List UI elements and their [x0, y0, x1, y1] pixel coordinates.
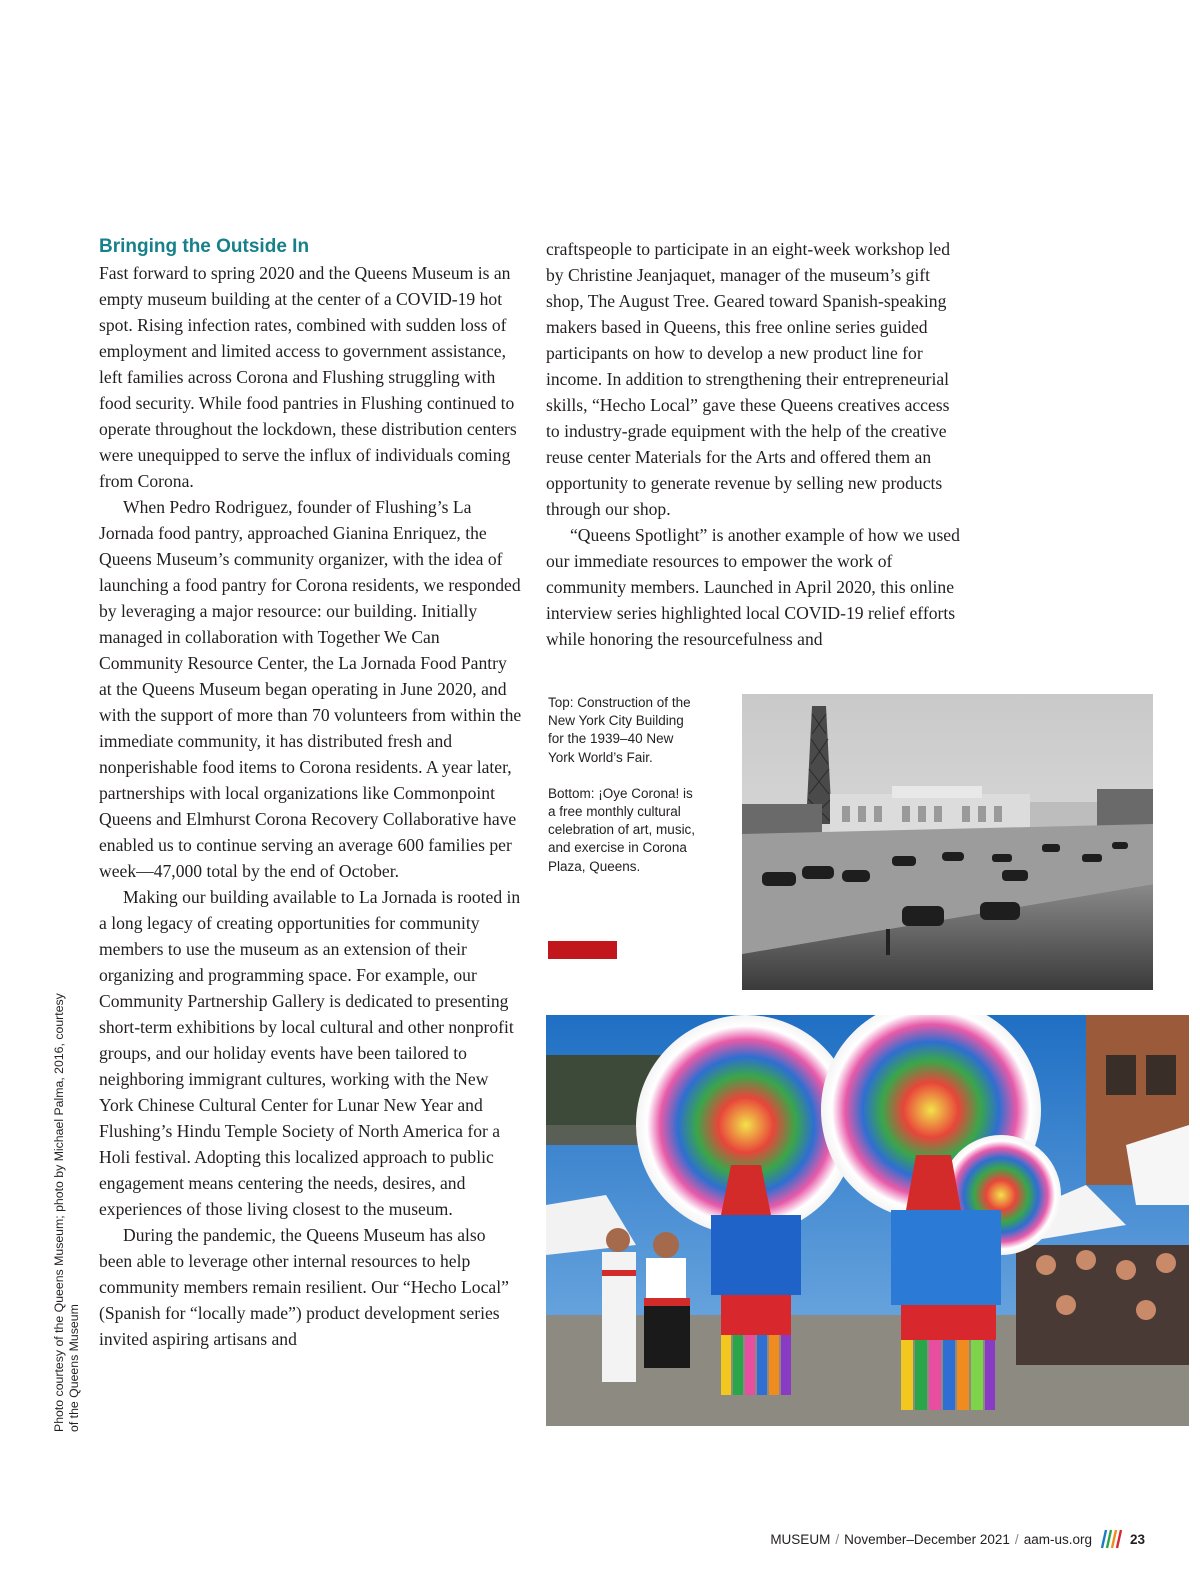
- paragraph-5: craftspeople to participate in an eight-week workshop led by Christine Jeanjaquet, manager of the museum’s gift shop, The August Tree. Geared toward Spanish-speaking makers based in Queens, this free online series guided participants on how to develop a new product line for income. In addition to strengthening their entrepreneurial skills, “Hecho Local” gave these Queens creatives access to industry-grade equipment with the help of the creative reuse center Materials for the Arts and offered them an opportunity to generate revenue by selling new products through our shop.: [546, 239, 951, 519]
- photo-caption: [548, 694, 696, 894]
- page-footer: [700, 1528, 1145, 1550]
- footer-site: aam-us.org: [1023, 1531, 1092, 1547]
- aam-logo-icon: [1098, 1528, 1122, 1550]
- footer-separator: /: [835, 1531, 840, 1547]
- photo-credit: Photo courtesy of the Queens Museum; photo by Michael Palma, 2016, courtesy of the Queens Museum: [52, 993, 81, 1432]
- page-number: 23: [1129, 1531, 1145, 1547]
- section-heading: Bringing the Outside In: [99, 236, 310, 257]
- paragraph-6: “Queens Spotlight” is another example of how we used our immediate resources to empower the work of community members. Launched in April 2020, this online interview series highlighted local COVID-19 relief efforts while honoring the resourcefulness and: [546, 525, 960, 649]
- paragraph-1: Fast forward to spring 2020 and the Queens Museum is an empty museum building at the center of a COVID-19 hot spot. Rising infection rates, combined with sudden loss of employment and limited access to government assistance, left families across Corona and Flushing struggling with food security. While food pantries in Flushing continued to operate throughout the lockdown, these distribution centers were unequipped to serve the influx of individuals coming from Corona.: [99, 263, 517, 491]
- festival-photo: [546, 1015, 1189, 1426]
- festival-photo-art: [546, 1015, 1189, 1426]
- paragraph-4: During the pandemic, the Queens Museum has also been able to leverage other internal resources to help community members remain resilient. Our “Hecho Local” (Spanish for “locally made”) product development series invited aspiring artisans and: [99, 1225, 509, 1349]
- footer-separator: /: [1014, 1531, 1019, 1547]
- footer-issue: November–December 2021: [844, 1531, 1010, 1547]
- article-column-right: [546, 236, 966, 652]
- construction-photo-art: [742, 694, 1153, 990]
- construction-photo: [742, 694, 1153, 990]
- footer-magazine: MUSEUM: [770, 1531, 831, 1547]
- paragraph-3: Making our building available to La Jornada is rooted in a long legacy of creating opportunities for community members to use the museum as an extension of their organizing and programming space. For example, our Community Partnership Gallery is dedicated to presenting short-term exhibitions by local cultural and other nonprofit groups, and our holiday events have been tailored to neighboring immigrant cultures, working with the New York Chinese Cultural Center for Lunar New Year and Flushing’s Hindu Temple Society of North America for a Holi festival. Adopting this localized approach to public engagement means centering the needs, desires, and experiences of those living closest to the museum.: [99, 887, 521, 1219]
- caption-top: Top: Construction of the New York City Building for the 1939–40 New York World’s Fair.: [548, 695, 691, 765]
- accent-bar: [548, 941, 617, 959]
- article-column-left: [99, 234, 523, 1352]
- paragraph-2: When Pedro Rodriguez, founder of Flushing’s La Jornada food pantry, approached Gianina Enriquez, the Queens Museum’s community organizer, with the idea of launching a food pantry for Corona residents, we responded by leveraging a major resource: our building. Initially managed in collaboration with Together We Can Community Resource Center, the La Jornada Food Pantry at the Queens Museum began operating in June 2020, and with the support of more than 70 volunteers from within the immediate community, it has distributed fresh and nonperishable food items to Corona residents. A year later, partnerships with local organizations like Commonpoint Queens and Elmhurst Corona Recovery Collaborative have enabled us to continue serving an average 600 families per week—47,000 total by the end of October.: [99, 497, 522, 881]
- caption-bottom: Bottom: ¡Oye Corona! is a free monthly cultural celebration of art, music, and exercise in Corona Plaza, Queens.: [548, 785, 696, 874]
